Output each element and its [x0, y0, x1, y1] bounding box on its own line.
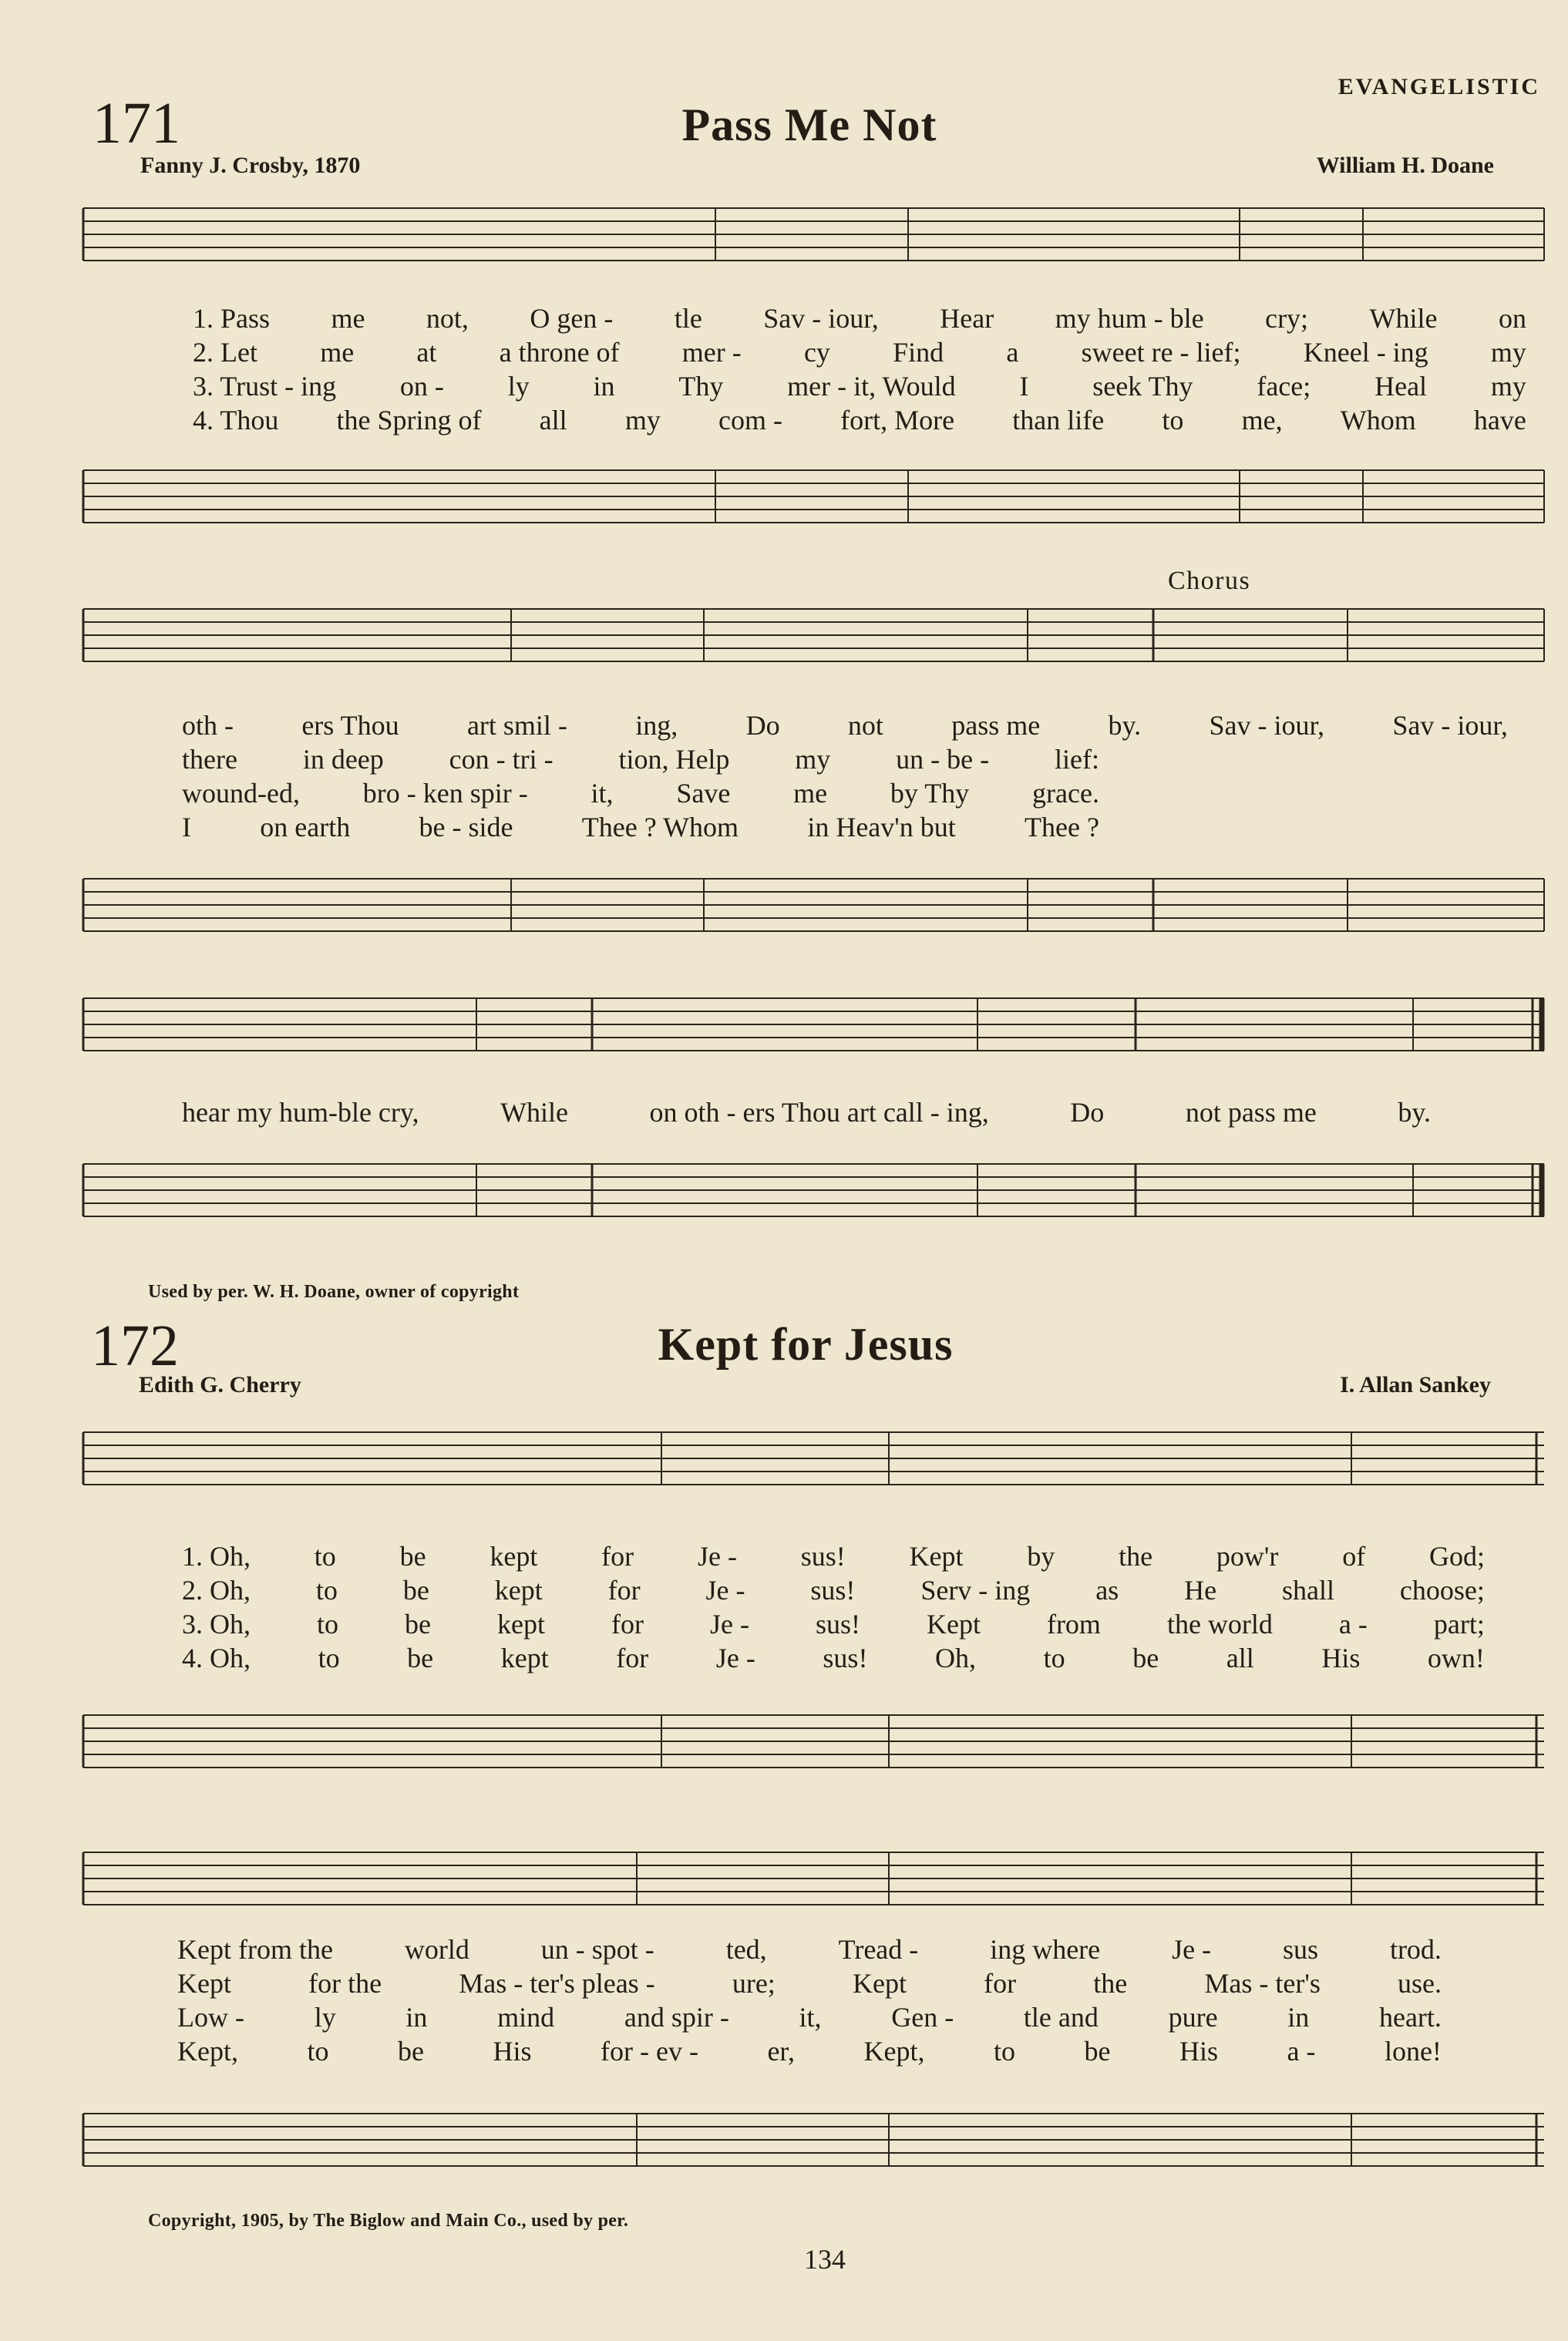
lyric-syllable: be [1084, 2036, 1111, 2067]
lyric-syllable: His [493, 2036, 532, 2067]
lyric-syllable: Gen - [891, 2002, 954, 2033]
lyric-syllable: in [405, 2002, 428, 2033]
lyric-syllable: to [318, 1643, 340, 1673]
lyric-syllable: Do [1070, 1097, 1105, 1128]
lyric-syllable: it, [799, 2002, 822, 2033]
lyric-syllable: for the [308, 1968, 382, 1999]
lyric-syllable: Kneel - ing [1303, 337, 1428, 368]
lyric-line-verse-3 [193, 370, 1526, 402]
lyric-syllable: my [624, 405, 661, 436]
lyric-line-verse-4 [193, 404, 1526, 436]
lyric-syllable: Serv - ing [920, 1575, 1031, 1606]
lyric-syllable: me [793, 778, 828, 809]
lyric-line-verse-3 [177, 2001, 1442, 2033]
lyric-line-verse-1 [182, 1540, 1485, 1572]
lyric-syllable: 1. Oh, [182, 1541, 251, 1572]
hymn-author: Edith G. Cherry [139, 1372, 301, 1398]
lyric-syllable: God; [1428, 1541, 1485, 1572]
lyric-line-verse-3 [182, 1608, 1485, 1640]
lyric-syllable: Thee ? [1025, 812, 1099, 843]
lyric-syllable: me [320, 337, 355, 368]
lyric-syllable: kept [500, 1643, 549, 1673]
lyric-syllable: world [404, 1934, 469, 1965]
lyric-syllable: lone! [1384, 2036, 1442, 2067]
lyric-syllable: my [1490, 371, 1526, 402]
section-label: EVANGELISTIC [1338, 74, 1540, 99]
lyric-syllable: art smil - [466, 710, 567, 741]
lyric-syllable: me, [1241, 405, 1283, 436]
lyric-syllable: the [1119, 1541, 1153, 1572]
lyric-syllable: Kept [177, 1968, 231, 1999]
lyric-syllable: sus! [810, 1575, 856, 1606]
treble-staff [83, 601, 1544, 671]
lyric-syllable: to [1043, 1643, 1065, 1673]
lyric-syllable: Je - [715, 1643, 755, 1673]
lyric-syllable: be - side [419, 812, 513, 843]
lyric-syllable: on oth - ers Thou art call - ing, [649, 1097, 989, 1128]
lyric-syllable: ers Thou [301, 710, 399, 741]
lyric-line-verse-2 [193, 336, 1526, 368]
lyric-syllable: and spir - [624, 2002, 729, 2033]
lyric-syllable: mer - it, Would [787, 371, 956, 402]
lyric-syllable: Heal [1375, 371, 1428, 402]
lyric-syllable: mind [497, 2002, 555, 2033]
lyric-syllable: not, [426, 303, 469, 334]
lyric-syllable: for - ev - [601, 2036, 698, 2067]
lyric-line-verse-3 [182, 777, 1099, 809]
lyric-syllable: seek Thy [1092, 371, 1193, 402]
bass-staff [83, 462, 1544, 532]
lyric-syllable: Kept [926, 1609, 981, 1640]
lyric-line-verse-1 [182, 709, 1508, 742]
lyric-syllable: for [601, 1541, 634, 1572]
lyric-syllable: a throne of [499, 337, 620, 368]
hymn-title: Pass Me Not [681, 99, 937, 150]
lyric-line-verse-4 [177, 2035, 1442, 2067]
lyric-syllable: me [331, 303, 365, 334]
page-number: 134 [804, 2244, 846, 2275]
lyric-syllable: 2. Oh, [182, 1575, 251, 1606]
lyric-syllable: the Spring of [336, 405, 482, 436]
lyric-syllable: trod. [1389, 1934, 1442, 1965]
lyric-syllable: sus [1282, 1934, 1319, 1965]
lyric-syllable: Whom [1340, 405, 1416, 436]
lyric-syllable: 4. Thou [193, 405, 279, 436]
lyric-syllable: Sav - iour, [1209, 710, 1325, 741]
lyric-syllable: Kept [852, 1968, 907, 1999]
lyric-line-verse-1 [177, 1933, 1442, 1966]
lyric-syllable: 2. Let [193, 337, 257, 368]
lyric-syllable: shall [1282, 1575, 1334, 1606]
lyric-syllable: com - [718, 405, 782, 436]
lyric-syllable: the world [1166, 1609, 1273, 1640]
lyric-syllable: by Thy [890, 778, 970, 809]
lyric-syllable: be [407, 1643, 434, 1673]
lyric-line-verse-2 [177, 1967, 1442, 2000]
lyric-syllable: Hear [940, 303, 994, 334]
lyric-syllable: my hum - ble [1055, 303, 1204, 334]
lyric-syllable: all [1226, 1643, 1254, 1673]
lyric-syllable: ing, [635, 710, 678, 741]
lyric-syllable: hear my hum-ble cry, [182, 1097, 419, 1128]
lyric-syllable: be [402, 1575, 429, 1606]
lyric-syllable: to [307, 2036, 329, 2067]
lyric-syllable: Mas - ter's [1204, 1968, 1321, 1999]
lyric-syllable: His [1321, 1643, 1361, 1673]
lyric-syllable: Je - [697, 1541, 737, 1572]
lyric-syllable: to [993, 2036, 1015, 2067]
lyric-syllable: con - tri - [449, 744, 554, 775]
lyric-line-verse-2 [182, 743, 1099, 775]
lyric-syllable: bro - ken spir - [362, 778, 528, 809]
lyric-syllable: ted, [725, 1934, 767, 1965]
lyric-syllable: kept [497, 1609, 545, 1640]
treble-staff [83, 1845, 1544, 1914]
lyric-syllable: by. [1398, 1097, 1431, 1128]
treble-staff [83, 991, 1544, 1060]
lyric-syllable: ing where [990, 1934, 1101, 1965]
lyric-syllable: kept [490, 1541, 538, 1572]
lyric-syllable: Je - [1172, 1934, 1212, 1965]
lyric-syllable: in [593, 371, 615, 402]
lyric-syllable: be [398, 2036, 424, 2067]
lyric-syllable: a [1006, 337, 1019, 368]
chorus-label: Chorus [1168, 567, 1251, 595]
lyric-syllable: my [1490, 337, 1526, 368]
lyric-syllable: I [1019, 371, 1029, 402]
lyric-syllable: Save [676, 778, 731, 809]
lyric-syllable: kept [494, 1575, 543, 1606]
lyric-syllable: lief: [1055, 744, 1099, 775]
lyric-syllable: Oh, [935, 1643, 977, 1673]
lyric-syllable: oth - [182, 710, 234, 741]
lyric-syllable: 3. Oh, [182, 1609, 251, 1640]
lyric-syllable: While [1369, 303, 1438, 334]
lyric-syllable: in [1287, 2002, 1310, 2033]
lyric-syllable: Kept [909, 1541, 964, 1572]
lyric-syllable: for [984, 1968, 1017, 1999]
lyric-syllable: 4. Oh, [182, 1643, 251, 1673]
lyric-syllable: sus! [800, 1541, 846, 1572]
lyric-syllable: at [416, 337, 437, 368]
lyric-syllable: Kept, [863, 2036, 925, 2067]
lyric-syllable: Tread - [838, 1934, 919, 1965]
lyric-syllable: fort, More [840, 405, 955, 436]
lyric-syllable: grace. [1032, 778, 1099, 809]
lyric-syllable: un - be - [896, 744, 990, 775]
lyric-syllable: wound-ed, [182, 778, 300, 809]
lyric-syllable: ly [507, 371, 530, 402]
lyric-syllable: by. [1108, 710, 1142, 741]
lyric-syllable: er, [767, 2036, 795, 2067]
lyric-syllable: it, [591, 778, 614, 809]
lyric-syllable: While [500, 1097, 569, 1128]
lyric-syllable: a - [1287, 2036, 1316, 2067]
lyric-syllable: tle and [1023, 2002, 1099, 2033]
lyric-syllable: O gen - [530, 303, 614, 334]
lyric-syllable: than life [1012, 405, 1105, 436]
lyric-syllable: Thy [678, 371, 724, 402]
lyric-syllable: ly [314, 2002, 336, 2033]
lyric-syllable: mer - [681, 337, 742, 368]
lyric-syllable: own! [1427, 1643, 1485, 1673]
lyric-syllable: I [182, 812, 191, 843]
bass-staff [83, 1156, 1544, 1226]
treble-staff [83, 1424, 1544, 1494]
lyric-syllable: Thee ? Whom [581, 812, 739, 843]
lyric-syllable: on [1498, 303, 1526, 334]
lyric-syllable: Find [893, 337, 944, 368]
lyric-syllable: be [405, 1609, 431, 1640]
lyric-syllable: to [314, 1541, 336, 1572]
bass-staff [83, 1707, 1544, 1777]
lyric-syllable: on - [399, 371, 444, 402]
lyric-syllable: all [539, 405, 567, 436]
lyric-line-verse-4 [182, 811, 1099, 843]
copyright-note: Copyright, 1905, by The Biglow and Main Co., used by per. [148, 2211, 629, 2231]
lyric-syllable: not [847, 710, 883, 741]
lyric-syllable: tle [674, 303, 702, 334]
lyric-line-verse-1 [193, 302, 1526, 335]
lyric-syllable: as [1095, 1575, 1119, 1606]
hymn-number: 171 [93, 91, 180, 156]
lyric-line-verse-4 [182, 1642, 1485, 1674]
lyric-syllable: Do [745, 710, 780, 741]
lyric-syllable: be [399, 1541, 426, 1572]
lyric-syllable: 1. Pass [193, 303, 271, 334]
lyric-line-refrain [182, 1096, 1431, 1128]
lyric-syllable: ure; [732, 1968, 776, 1999]
lyric-syllable: from [1046, 1609, 1101, 1640]
hymn-composer: William H. Doane [1316, 153, 1494, 178]
lyric-syllable: cy [803, 337, 830, 368]
lyric-syllable: His [1179, 2036, 1218, 2067]
lyric-syllable: to [1162, 405, 1184, 436]
lyric-syllable: to [317, 1609, 339, 1640]
lyric-syllable: He [1184, 1575, 1217, 1606]
lyric-syllable: there [182, 744, 237, 775]
lyric-syllable: Low - [177, 2002, 244, 2033]
treble-staff [83, 200, 1544, 270]
lyric-syllable: 3. Trust - ing [193, 371, 337, 402]
lyric-syllable: have [1473, 405, 1526, 436]
permission-note: Used by per. W. H. Doane, owner of copyright [148, 1282, 520, 1302]
lyric-syllable: on earth [260, 812, 351, 843]
lyric-syllable: pass me [951, 710, 1041, 741]
bass-staff [83, 2106, 1544, 2175]
lyric-syllable: heart. [1378, 2002, 1442, 2033]
lyric-syllable: sus! [823, 1643, 868, 1673]
lyric-syllable: for [616, 1643, 649, 1673]
lyric-syllable: sweet re - lief; [1081, 337, 1241, 368]
hymn-author: Fanny J. Crosby, 1870 [140, 153, 361, 178]
lyric-syllable: pow'r [1216, 1541, 1279, 1572]
lyric-syllable: in Heav'n but [807, 812, 956, 843]
lyric-syllable: Je - [705, 1575, 745, 1606]
lyric-syllable: sus! [815, 1609, 860, 1640]
lyric-syllable: not pass me [1185, 1097, 1317, 1128]
lyric-syllable: cry; [1265, 303, 1309, 334]
lyric-line-verse-2 [182, 1574, 1485, 1606]
lyric-syllable: tion, Help [618, 744, 730, 775]
lyric-syllable: of [1342, 1541, 1366, 1572]
lyric-syllable: a - [1338, 1609, 1368, 1640]
lyric-syllable: Mas - ter's pleas - [459, 1968, 655, 1999]
hymn-title: Kept for Jesus [658, 1319, 954, 1370]
lyric-syllable: be [1132, 1643, 1159, 1673]
lyric-syllable: use. [1398, 1968, 1442, 1999]
lyric-syllable: Je - [709, 1609, 749, 1640]
lyric-syllable: Sav - iour, [763, 303, 879, 334]
lyric-syllable: for [611, 1609, 644, 1640]
bass-staff [83, 871, 1544, 940]
lyric-syllable: by [1027, 1541, 1055, 1572]
lyric-syllable: Sav - iour, [1392, 710, 1508, 741]
lyric-syllable: Kept from the [177, 1934, 333, 1965]
lyric-syllable: to [315, 1575, 338, 1606]
lyric-syllable: face; [1257, 371, 1311, 402]
lyric-syllable: un - spot - [540, 1934, 654, 1965]
lyric-syllable: for [607, 1575, 641, 1606]
lyric-syllable: Kept, [177, 2036, 238, 2067]
lyric-syllable: in deep [302, 744, 384, 775]
hymn-number: 172 [91, 1313, 179, 1378]
lyric-syllable: choose; [1399, 1575, 1485, 1606]
hymn-composer: I. Allan Sankey [1340, 1372, 1491, 1398]
lyric-syllable: my [795, 744, 831, 775]
lyric-syllable: part; [1433, 1609, 1485, 1640]
lyric-syllable: the [1093, 1968, 1128, 1999]
lyric-syllable: pure [1168, 2002, 1218, 2033]
